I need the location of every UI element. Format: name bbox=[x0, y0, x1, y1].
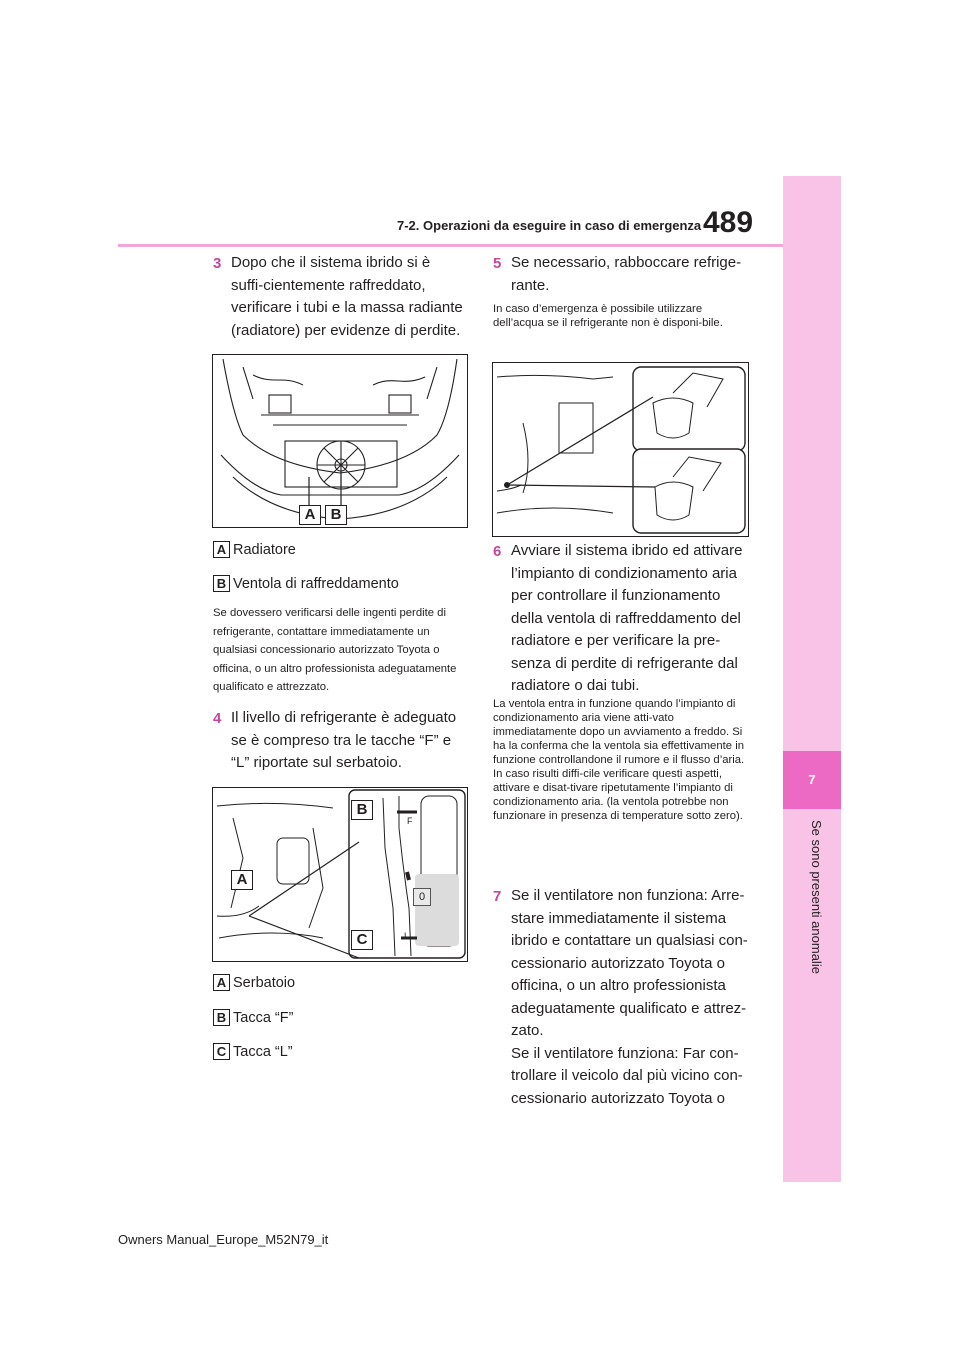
note-fan-operation: La ventola entra in funzione quando l’impianto di condizionamento aria viene atti-vato immediatamente dopo un avviamento a freddo. Si ha la conferma che la ventola sia effettivamente in funzione controllandone il rumore e il flusso d’aria. In caso risulti diffi-cile verificare questi aspetti, attivare e disat-tivare ripetutamente l’impianto di condizionamento aria. (la ventola potrebbe non funzionare in presenza di temperature sotto zero). bbox=[493, 698, 745, 822]
figure-radiator-fan bbox=[212, 354, 468, 528]
step-number: 6 bbox=[493, 543, 502, 560]
callout-reservoir bbox=[213, 973, 465, 993]
callout-radiator bbox=[213, 540, 465, 560]
step-number: 3 bbox=[213, 255, 222, 272]
figure-label-b: B bbox=[325, 505, 347, 525]
callout-letter: C bbox=[213, 1043, 230, 1060]
callout-text: Tacca “L” bbox=[233, 1044, 293, 1060]
note-leak-warning: Se dovessero verificarsi delle ingenti perdite di refrigerante, contattare immediatamente un qualsiasi concessionario autorizzato Toyota o officina, o un altro professionista adeguatamente qualificato e attrezzato. bbox=[213, 607, 457, 694]
note-water-emergency: In caso d’emergenza è possibile utilizzare dell’acqua se il refrigerante non è disponi-bile. bbox=[493, 303, 723, 329]
step-4 bbox=[213, 707, 465, 775]
step-text: Se il ventilatore non funziona: Arre-stare immediatamente il sistema ibrido e contattare un qualsiasi con-cessionario autorizzato Toyota o officina, o un altro professionista adeguatamente qualificato e attrez-zato. bbox=[511, 887, 748, 1039]
callout-mark-l bbox=[213, 1042, 465, 1062]
step-number: 7 bbox=[493, 888, 502, 905]
step-text-continued: Se il ventilatore funziona: Far con-trollare il veicolo dal più vicino con-cessionario autorizzato Toyota o bbox=[511, 1044, 743, 1107]
gauge-zero-mark: 0 bbox=[413, 888, 431, 906]
footer-document-id: Owners Manual_Europe_M52N79_it bbox=[118, 1232, 329, 1247]
refill-illustration bbox=[493, 363, 748, 536]
callout-letter: B bbox=[213, 1009, 230, 1026]
step-7 bbox=[493, 885, 749, 1110]
chapter-number-tab[interactable]: 7 bbox=[783, 751, 841, 809]
step-number: 5 bbox=[493, 255, 502, 272]
callout-letter: A bbox=[213, 974, 230, 991]
page-number: 489 bbox=[703, 206, 754, 239]
callout-text: Tacca “F” bbox=[233, 1010, 294, 1026]
figure-label-a: A bbox=[299, 505, 321, 525]
figure-refill-coolant bbox=[492, 362, 749, 537]
callout-text: Radiatore bbox=[233, 542, 296, 558]
step-5 bbox=[493, 252, 749, 297]
chapter-title: Se sono presenti anomalie bbox=[809, 820, 824, 974]
figure-reservoir bbox=[212, 787, 468, 962]
mark-f-label: F bbox=[407, 816, 413, 826]
callout-text: Serbatoio bbox=[233, 975, 296, 991]
step-text: Avviare il sistema ibrido ed attivare l’impianto di condizionamento aria per controllare il funzionamento della ventola di raffreddamento del radiatore e per verificare la pre-senza di perdite di refrigerante dal radiatore o dai tubi. bbox=[511, 542, 743, 694]
callout-letter: B bbox=[213, 575, 230, 592]
step-text: Il livello di refrigerante è adeguato se è compreso tra le tacche “F” e “L” riportate sul serbatoio. bbox=[231, 709, 457, 771]
callout-mark-f bbox=[213, 1008, 465, 1028]
engine-bay-illustration bbox=[213, 355, 467, 527]
step-text: Dopo che il sistema ibrido si è suffi-cientemente raffreddato, verificare i tubi e la massa radiante (radiatore) per evidenze di perdite. bbox=[231, 254, 463, 339]
step-3 bbox=[213, 252, 465, 342]
figure-label-c: C bbox=[351, 930, 373, 950]
callout-cooling-fan bbox=[213, 574, 465, 594]
figure-label-a: A bbox=[231, 870, 253, 890]
figure-label-b: B bbox=[351, 800, 373, 820]
step-6 bbox=[493, 540, 749, 698]
step-number: 4 bbox=[213, 710, 222, 727]
section-title: 7-2. Operazioni da eseguire in caso di emergenza bbox=[397, 218, 702, 233]
header-divider bbox=[118, 244, 839, 247]
mark-l-label: L bbox=[404, 931, 410, 941]
callout-text: Ventola di raffreddamento bbox=[233, 576, 399, 592]
callout-letter: A bbox=[213, 541, 230, 558]
chapter-side-tab bbox=[783, 176, 841, 1182]
step-text: Se necessario, rabboccare refrige-rante. bbox=[511, 254, 742, 294]
